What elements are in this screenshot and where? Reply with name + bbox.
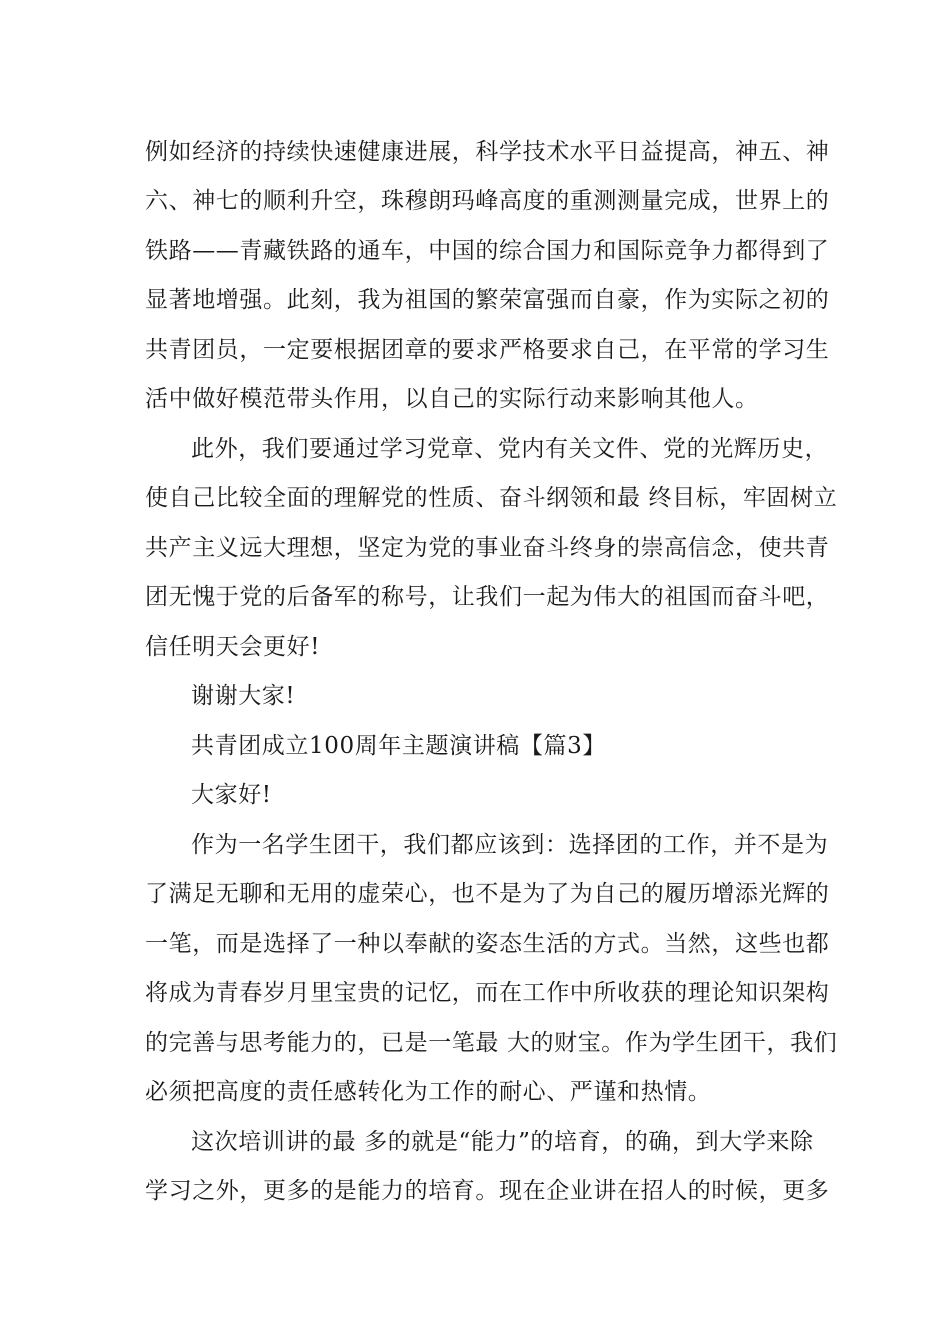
text-line: 铁路——青藏铁路的通车，中国的综合国力和国际竞争力都得到了	[145, 238, 830, 264]
text-line: 学习之外，更多的是能力的培育。现在企业讲在招人的时候，更多	[145, 1178, 830, 1204]
text-line: 共青团员，一定要根据团章的要求严格要求自己，在平常的学习生	[145, 337, 830, 363]
text-line: 大家好!	[191, 782, 272, 808]
text-line: 一笔，而是选择了一种以奉献的姿态生活的方式。当然，这些也都	[145, 931, 830, 957]
text-line: 作为一名学生团干，我们都应该到：选择团的工作，并不是为	[191, 832, 829, 858]
text-line: 活中做好模范带头作用，以自己的实际行动来影响其他人。	[145, 386, 759, 412]
text-line: 谢谢大家!	[191, 683, 296, 709]
text-line: 例如经济的持续快速健康进展，科学技术水平日益提高，神五、神	[145, 139, 830, 165]
text-line: 此外，我们要通过学习党章、党内有关文件、党的光辉历史，	[191, 436, 829, 462]
text-line: 这次培训讲的最 多的就是“能力”的培育，的确，到大学来除	[191, 1129, 814, 1155]
text-line: 共产主义远大理想，坚定为党的事业奋斗终身的崇高信念，使共青	[145, 535, 830, 561]
section-heading: 共青团成立100周年主题演讲稿【篇3】	[191, 733, 606, 759]
text-line: 团无愧于党的后备军的称号，让我们一起为伟大的祖国而奋斗吧，	[145, 584, 830, 610]
text-line: 了满足无聊和无用的虚荣心，也不是为了为自己的履历增添光辉的	[145, 881, 830, 907]
text-line: 必须把高度的责任感转化为工作的耐心、严谨和热情。	[145, 1079, 712, 1105]
text-line: 的完善与思考能力的，已是一笔最 大的财宝。作为学生团干，我们	[145, 1030, 838, 1056]
text-line: 将成为青春岁月里宝贵的记忆，而在工作中所收获的理论知识架构	[145, 980, 830, 1006]
text-line: 六、神七的顺利升空，珠穆朗玛峰高度的重测测量完成，世界上的	[145, 188, 830, 214]
text-line: 显著地增强。此刻，我为祖国的繁荣富强而自豪，作为实际之初的	[145, 287, 830, 313]
text-line: 信任明天会更好!	[145, 634, 321, 660]
text-line: 使自己比较全面的理解党的性质、奋斗纲领和最 终目标，牢固树立	[145, 485, 838, 511]
